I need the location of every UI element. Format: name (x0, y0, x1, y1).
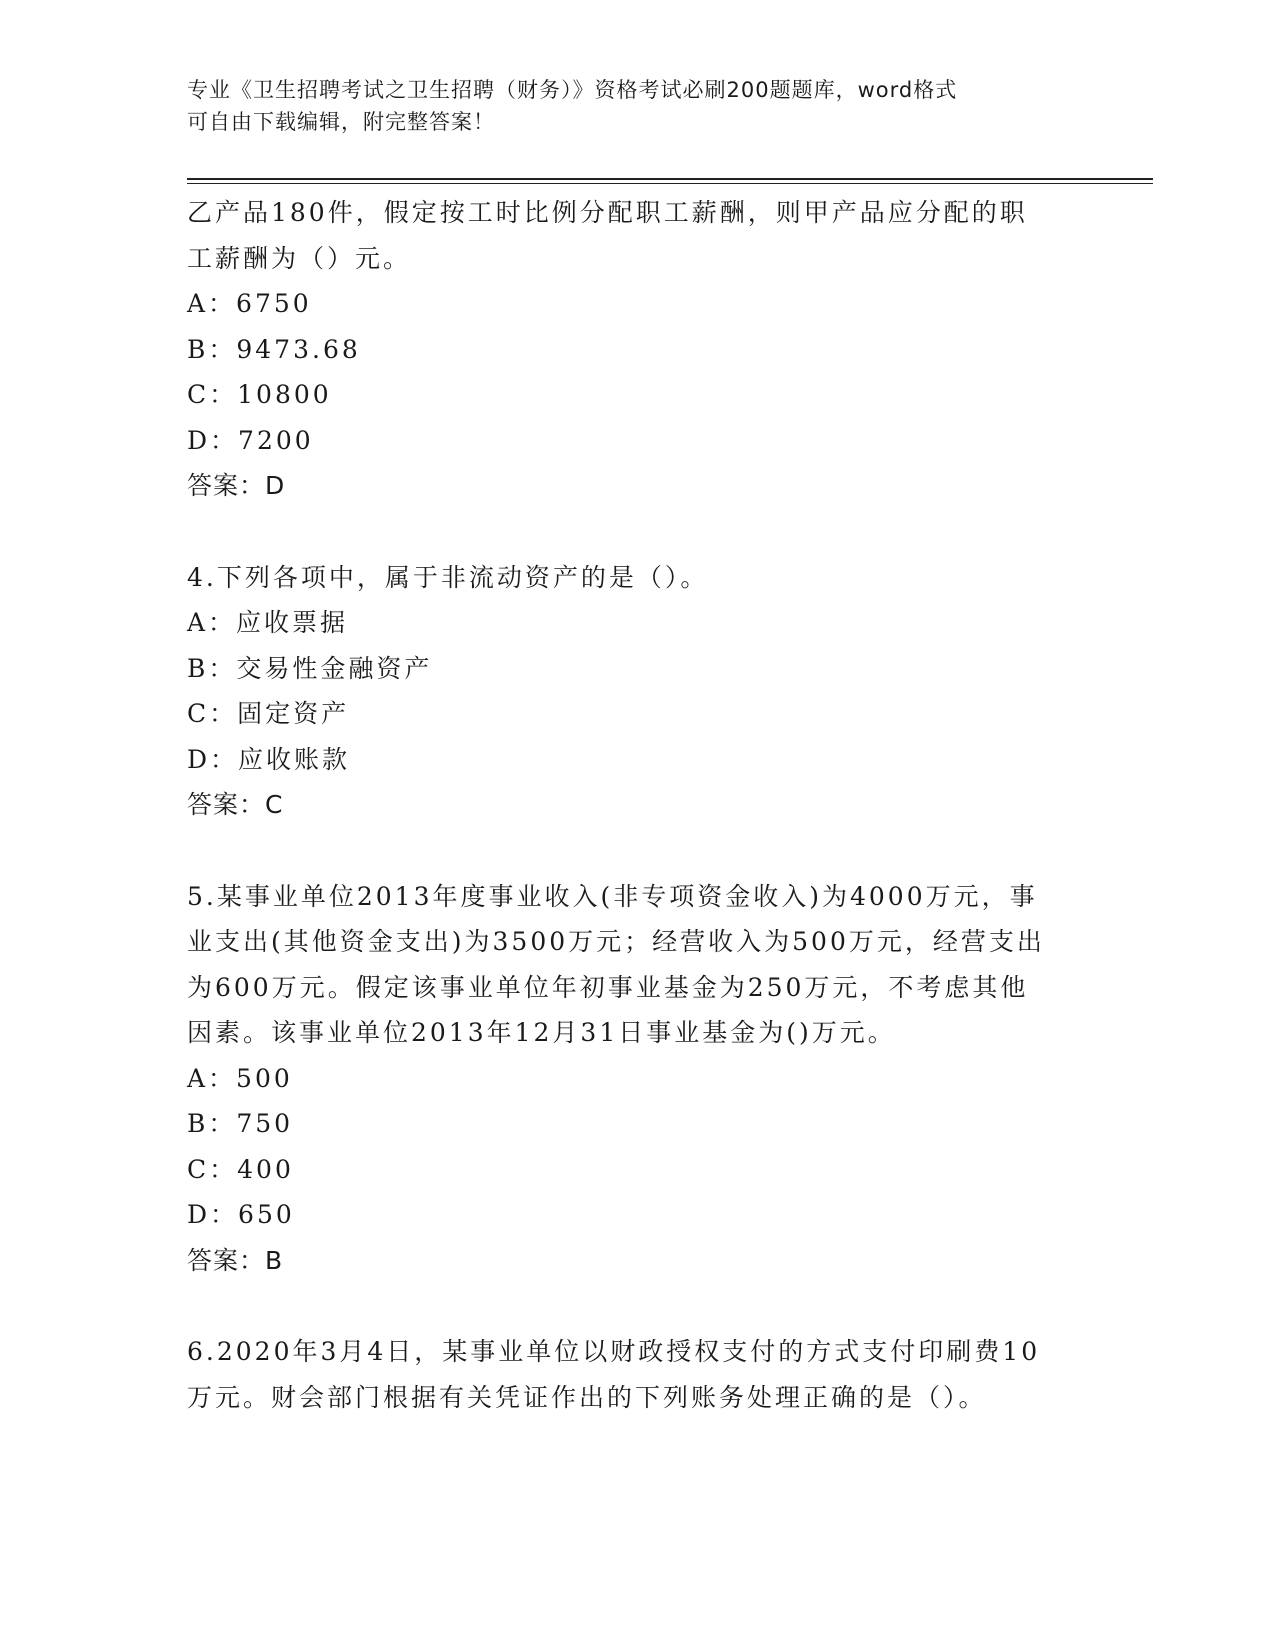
spacer (187, 1283, 1087, 1329)
header-line-2: 可自由下载编辑，附完整答案！ (187, 110, 495, 134)
answer: 答案：D (187, 471, 286, 500)
option-c: C：10800 (187, 380, 332, 409)
question-text: 乙产品180件，假定按工时比例分配职工薪酬，则甲产品应分配的职 (187, 198, 1028, 227)
document-body (187, 190, 1087, 1420)
option-a: A：应收票据 (187, 608, 349, 637)
header-rule-thick (187, 178, 1153, 180)
spacer (187, 509, 1087, 555)
option-d: D：应收账款 (187, 744, 351, 774)
option-c: C：固定资产 (187, 699, 350, 728)
option-d: D：650 (187, 1200, 295, 1229)
header-rule-thin (187, 183, 1153, 184)
question-text: 万元。财会部门根据有关凭证作出的下列账务处理正确的是（）。 (187, 1382, 987, 1412)
question-text: 6.2020年3月4日，某事业单位以财政授权支付的方式支付印刷费10 (187, 1337, 1041, 1366)
question-text: 4.下列各项中，属于非流动资产的是（）。 (187, 562, 709, 592)
question-text: 业支出(其他资金支出)为3500万元；经营收入为500万元，经营支出 (187, 927, 1045, 956)
question-4 (187, 555, 1087, 828)
header-line-1: 专业《卫生招聘考试之卫生招聘（财务）》资格考试必刷200题题库，word格式 (187, 78, 958, 102)
answer: 答案：B (187, 1245, 284, 1275)
option-d: D：7200 (187, 425, 314, 455)
spacer (187, 828, 1087, 874)
answer: 答案：C (187, 790, 284, 819)
question-text: 因素。该事业单位2013年12月31日事业基金为()万元。 (187, 1018, 896, 1047)
question-3 (187, 190, 1087, 509)
question-text: 工薪酬为（）元。 (187, 243, 412, 273)
option-b: B：750 (187, 1109, 294, 1138)
question-6 (187, 1329, 1087, 1420)
option-a: A：6750 (187, 289, 312, 318)
option-c: C：400 (187, 1154, 294, 1184)
question-5 (187, 874, 1087, 1284)
option-a: A：500 (187, 1063, 293, 1093)
question-text: 5.某事业单位2013年度事业收入(非专项资金收入)为4000万元，事 (187, 881, 1038, 911)
question-text: 为600万元。假定该事业单位年初事业基金为250万元，不考虑其他 (187, 972, 1029, 1002)
option-b: B：交易性金融资产 (187, 653, 433, 683)
page-header (187, 74, 1087, 138)
option-b: B：9473.68 (187, 334, 361, 364)
